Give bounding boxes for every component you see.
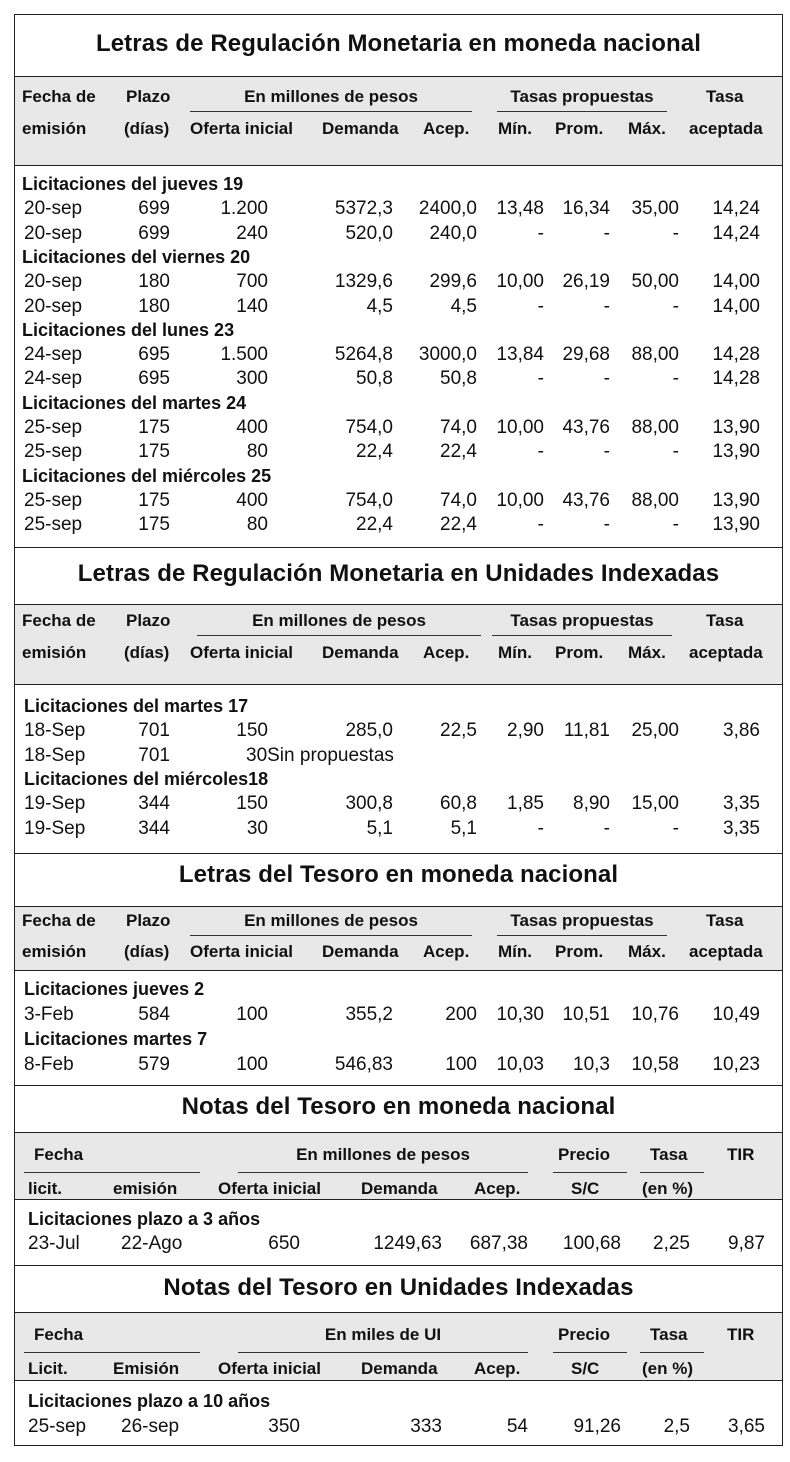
cell-fecha: 19-Sep <box>24 817 86 839</box>
fecha-underline <box>24 1352 200 1353</box>
cell-acep: 5,1 <box>450 817 477 839</box>
cell-min: 10,00 <box>496 417 544 438</box>
col-sc: S/C <box>571 1179 600 1198</box>
group-label: Licitaciones del miércoles 25 <box>22 465 272 486</box>
col-tasa: Tasa <box>650 1145 688 1164</box>
cell-fecha: 19-Sep <box>24 793 86 815</box>
cell-tasa: 3,35 <box>723 793 760 815</box>
col-oferta: Oferta inicial <box>190 119 293 138</box>
cell-emision: 22-Ago <box>121 1233 183 1254</box>
separator-8 <box>14 1085 783 1086</box>
cell-max: 10,76 <box>631 1004 679 1025</box>
separator-2 <box>14 547 783 548</box>
col-acep: Acep. <box>474 1179 521 1198</box>
col-tasa-line1: Tasa <box>706 87 744 106</box>
cell-acep: 2400,0 <box>418 198 477 220</box>
cell-plazo: 695 <box>138 344 170 366</box>
cell-demanda: 5372,3 <box>334 198 393 220</box>
cell-acep: 3000,0 <box>418 344 477 366</box>
cell-plazo: 175 <box>138 441 170 463</box>
cell-min: 1,85 <box>507 793 544 815</box>
group-underline-millones <box>197 635 481 636</box>
col-tasa-line2: aceptada <box>689 942 763 961</box>
cell-tasa: 13,90 <box>712 514 760 536</box>
cell-oferta: 30 <box>246 817 268 839</box>
col-acep: Acep. <box>474 1359 521 1378</box>
cell-acep: 54 <box>506 1416 528 1437</box>
cell-plazo: 180 <box>138 271 170 293</box>
cell-fecha: 25-sep <box>24 514 83 536</box>
col-max: Máx. <box>628 119 666 138</box>
cell-plazo: 695 <box>138 368 170 390</box>
cell-max: 88,00 <box>631 344 679 366</box>
cell-prom: - <box>603 514 610 536</box>
cell-max: - <box>672 295 679 317</box>
group-header-tasas: Tasas propuestas <box>510 911 654 930</box>
group-label: Licitaciones plazo a 10 años <box>28 1391 271 1411</box>
group-label: Licitaciones del martes 17 <box>24 696 249 716</box>
col-plazo-line1: Plazo <box>126 911 171 930</box>
cell-oferta: 400 <box>236 417 268 438</box>
cell-oferta: 650 <box>268 1233 300 1254</box>
group-underline-millones <box>238 1172 528 1173</box>
cell-prom: 26,19 <box>562 271 610 293</box>
group-label: Licitaciones jueves 2 <box>24 979 205 999</box>
cell-licit: 25-sep <box>28 1416 87 1437</box>
group-header-tasas: Tasas propuestas <box>510 87 654 106</box>
separator-7 <box>14 970 783 971</box>
col-plazo-line2: (días) <box>124 942 170 961</box>
cell-min: - <box>537 295 544 317</box>
cell-fecha: 20-sep <box>24 198 83 220</box>
col-oferta: Oferta inicial <box>190 942 293 961</box>
col-tasa-line1: Tasa <box>706 611 744 630</box>
col-min: Mín. <box>498 643 532 662</box>
cell-oferta: 1.200 <box>220 198 268 220</box>
cell-demanda: 50,8 <box>356 368 393 390</box>
cell-oferta: 1.500 <box>220 344 268 366</box>
section-title: Letras de Regulación Monetaria en moneda nacional <box>95 30 702 57</box>
separator-10 <box>14 1199 783 1200</box>
cell-demanda: 300,8 <box>345 793 393 815</box>
cell-tasa: 14,28 <box>712 344 760 366</box>
cell-acep: 100 <box>445 1054 477 1075</box>
col-acep: Acep. <box>423 942 470 961</box>
group-header-millones: En miles de UI <box>324 1325 442 1344</box>
cell-plazo: 579 <box>138 1054 170 1075</box>
col-demanda: Demanda <box>322 643 399 662</box>
col-plazo-line2: (días) <box>124 643 170 662</box>
cell-demanda: 355,2 <box>345 1004 393 1025</box>
col-fecha-line2: emisión <box>22 119 87 138</box>
cell-demanda: 285,0 <box>345 720 393 742</box>
cell-prom: 16,34 <box>562 198 610 220</box>
cell-oferta: 100 <box>236 1004 268 1025</box>
cell-min: 10,03 <box>496 1054 544 1075</box>
col-fecha-line1: Fecha de <box>22 611 96 630</box>
col-fecha: Fecha <box>34 1325 84 1344</box>
cell-prom: 11,81 <box>563 720 610 742</box>
cell-prom: - <box>603 295 610 317</box>
cell-fecha: 24-sep <box>24 344 83 366</box>
group-header-millones: En millones de pesos <box>252 611 426 630</box>
cell-min: 10,00 <box>496 271 544 293</box>
group-label: Licitaciones martes 7 <box>24 1029 208 1049</box>
col-tasa-line2: aceptada <box>689 119 763 138</box>
cell-prom: - <box>603 222 610 244</box>
cell-prom: 10,3 <box>573 1054 610 1075</box>
col-acep: Acep. <box>423 119 470 138</box>
cell-fecha: 24-sep <box>24 368 83 390</box>
col-licit: Licit. <box>28 1359 68 1378</box>
cell-demanda: 546,83 <box>334 1054 393 1075</box>
col-prom: Prom. <box>555 942 604 961</box>
section-title: Letras del Tesoro en moneda nacional <box>178 861 619 888</box>
col-demanda: Demanda <box>322 942 399 961</box>
group-label: Licitaciones plazo a 3 años <box>28 1209 261 1229</box>
cell-fecha: 20-sep <box>24 222 83 244</box>
group-header-millones: En millones de pesos <box>296 1145 470 1164</box>
cell-prom: - <box>603 368 610 390</box>
cell-demanda: 1249,63 <box>373 1233 442 1254</box>
cell-max: 88,00 <box>631 489 679 511</box>
col-emision: emisión <box>113 1179 178 1198</box>
col-tir: TIR <box>727 1325 755 1344</box>
cell-tasa: 14,00 <box>712 271 760 293</box>
cell-acep: 687,38 <box>469 1233 528 1254</box>
col-tasa-line1: Tasa <box>706 911 744 930</box>
cell-tasa: 2,25 <box>653 1233 690 1254</box>
cell-precio: 100,68 <box>562 1233 621 1254</box>
precio-underline <box>553 1172 627 1173</box>
cell-plazo: 701 <box>138 744 170 766</box>
cell-demanda: 333 <box>410 1416 442 1437</box>
col-plazo-line1: Plazo <box>126 87 171 106</box>
cell-tasa: 3,86 <box>723 720 760 742</box>
group-label: Licitaciones del miércoles18 <box>24 768 269 789</box>
cell-max: - <box>672 368 679 390</box>
group-underline-millones <box>190 935 472 936</box>
cell-plazo: 584 <box>138 1004 170 1025</box>
cell-acep: 74,0 <box>440 489 477 511</box>
cell-max: 50,00 <box>631 271 679 293</box>
cell-min: 13,84 <box>496 344 544 366</box>
cell-tir: 9,87 <box>728 1233 765 1254</box>
col-tasa-line2: aceptada <box>689 643 763 662</box>
cell-acep: 299,6 <box>429 271 477 293</box>
cell-fecha: 25-sep <box>24 417 83 438</box>
col-fecha-line1: Fecha de <box>22 87 96 106</box>
cell-tasa: 2,5 <box>663 1416 690 1437</box>
cell-tasa: 14,24 <box>712 222 760 244</box>
col-demanda: Demanda <box>361 1179 438 1198</box>
section-title: Notas del Tesoro en Unidades Indexadas <box>163 1274 634 1301</box>
tasa-underline <box>640 1352 704 1353</box>
cell-fecha: 20-sep <box>24 295 83 317</box>
cell-plazo: 699 <box>138 222 170 244</box>
col-prom: Prom. <box>555 119 604 138</box>
cell-tasa: 13,90 <box>712 441 760 463</box>
section-title: Notas del Tesoro en moneda nacional <box>181 1093 616 1120</box>
cell-demanda: 4,5 <box>366 295 393 317</box>
col-max: Máx. <box>628 942 666 961</box>
col-plazo-line2: (días) <box>124 119 170 138</box>
col-fecha-line2: emisión <box>22 643 87 662</box>
cell-min: 10,00 <box>496 489 544 511</box>
cell-oferta: 80 <box>246 514 268 536</box>
group-underline-millones <box>238 1352 528 1353</box>
cell-demanda: 754,0 <box>345 489 393 511</box>
col-fecha-line2: emisión <box>22 942 87 961</box>
precio-underline <box>553 1352 627 1353</box>
cell-plazo: 344 <box>138 817 170 839</box>
cell-tasa: 14,28 <box>712 368 760 390</box>
cell-min: - <box>537 514 544 536</box>
cell-prom: - <box>603 441 610 463</box>
cell-tasa: 10,49 <box>712 1004 760 1025</box>
group-header-millones: En millones de pesos <box>244 911 418 930</box>
cell-oferta: 300 <box>236 368 268 390</box>
cell-oferta: 700 <box>236 271 268 293</box>
cell-oferta: 150 <box>236 793 268 815</box>
col-licit: licit. <box>28 1179 63 1198</box>
col-min: Mín. <box>498 942 532 961</box>
col-min: Mín. <box>498 119 532 138</box>
cell-emision: 26-sep <box>121 1416 180 1437</box>
cell-fecha: 25-sep <box>24 489 83 511</box>
cell-plazo: 344 <box>138 793 170 815</box>
col-demanda: Demanda <box>361 1359 438 1378</box>
cell-min: 10,30 <box>496 1004 544 1025</box>
cell-tasa: 3,35 <box>723 817 760 839</box>
cell-min: - <box>537 368 544 390</box>
cell-fecha: 3-Feb <box>24 1004 74 1025</box>
cell-fecha: 25-sep <box>24 441 83 463</box>
cell-min: - <box>537 441 544 463</box>
cell-tasa: 13,90 <box>712 417 760 438</box>
col-acep: Acep. <box>423 643 470 662</box>
group-underline-tasas <box>497 111 667 112</box>
cell-acep: 74,0 <box>440 417 477 438</box>
cell-oferta: 80 <box>246 441 268 463</box>
cell-demanda: 5264,8 <box>334 344 393 366</box>
col-en-pct: (en %) <box>642 1359 693 1378</box>
separator-11 <box>14 1265 783 1266</box>
cell-min: - <box>537 817 544 839</box>
group-label: Licitaciones del viernes 20 <box>22 246 251 267</box>
cell-demanda: 5,1 <box>366 817 393 839</box>
cell-max: - <box>672 514 679 536</box>
cell-min: - <box>537 222 544 244</box>
separator-13 <box>14 1380 783 1381</box>
col-demanda: Demanda <box>322 119 399 138</box>
separator-4 <box>14 684 783 685</box>
cell-max: - <box>672 441 679 463</box>
cell-plazo: 701 <box>138 720 170 742</box>
cell-acep: 22,4 <box>440 441 477 463</box>
cell-demanda: 22,4 <box>356 514 393 536</box>
cell-plazo: 699 <box>138 198 170 220</box>
group-underline-millones <box>190 111 472 112</box>
cell-tasa: 14,00 <box>712 295 760 317</box>
cell-acep: 22,4 <box>440 514 477 536</box>
cell-tasa: 13,90 <box>712 489 760 511</box>
col-plazo-line1: Plazo <box>126 611 171 630</box>
section-title: Letras de Regulación Monetaria en Unidades Indexadas <box>77 560 720 587</box>
cell-precio: 91,26 <box>573 1416 621 1437</box>
cell-oferta: 140 <box>236 295 268 317</box>
cell-tir: 3,65 <box>728 1416 765 1437</box>
cell-licit: 23-Jul <box>28 1233 80 1254</box>
group-label: Licitaciones del jueves 19 <box>22 174 244 194</box>
col-oferta: Oferta inicial <box>218 1179 321 1198</box>
col-emision: Emisión <box>113 1359 180 1378</box>
cell-sin-propuestas: 30Sin propuestas <box>246 744 394 766</box>
cell-acep: 4,5 <box>450 295 477 317</box>
cell-max: 10,58 <box>631 1054 679 1075</box>
cell-max: 35,00 <box>631 198 679 220</box>
group-label: Licitaciones del martes 24 <box>22 392 247 413</box>
cell-max: 25,00 <box>631 720 679 742</box>
cell-prom: 29,68 <box>562 344 610 366</box>
cell-oferta: 100 <box>236 1054 268 1075</box>
cell-prom: 43,76 <box>562 489 610 511</box>
col-tir: TIR <box>727 1145 755 1164</box>
cell-oferta: 240 <box>236 222 268 244</box>
cell-prom: 43,76 <box>562 417 610 438</box>
separator-5 <box>14 853 783 854</box>
separator-1 <box>14 165 783 166</box>
cell-tasa: 14,24 <box>712 198 760 220</box>
cell-demanda: 754,0 <box>345 417 393 438</box>
cell-acep: 22,5 <box>440 720 477 742</box>
cell-max: - <box>672 817 679 839</box>
group-underline-tasas <box>497 935 667 936</box>
cell-oferta: 350 <box>268 1416 300 1437</box>
cell-acep: 200 <box>445 1004 477 1025</box>
cell-plazo: 175 <box>138 489 170 511</box>
cell-min: 13,48 <box>496 198 544 220</box>
cell-acep: 60,8 <box>440 793 477 815</box>
cell-acep: 50,8 <box>440 368 477 390</box>
col-fecha: Fecha <box>34 1145 84 1164</box>
group-label: Licitaciones del lunes 23 <box>22 319 235 340</box>
cell-prom: 10,51 <box>562 1004 610 1025</box>
fecha-underline <box>24 1172 200 1173</box>
col-tasa: Tasa <box>650 1325 688 1344</box>
col-precio: Precio <box>558 1325 610 1344</box>
cell-plazo: 180 <box>138 295 170 317</box>
cell-oferta: 400 <box>236 489 268 511</box>
cell-demanda: 1329,6 <box>334 271 393 293</box>
cell-max: - <box>672 222 679 244</box>
cell-fecha: 8-Feb <box>24 1054 74 1075</box>
cell-fecha: 20-sep <box>24 271 83 293</box>
group-header-millones: En millones de pesos <box>244 87 418 106</box>
col-en-pct: (en %) <box>642 1179 693 1198</box>
col-sc: S/C <box>571 1359 600 1378</box>
cell-demanda: 520,0 <box>345 222 393 244</box>
group-underline-tasas <box>492 635 672 636</box>
cell-fecha: 18-Sep <box>24 744 86 766</box>
cell-prom: 8,90 <box>573 793 610 815</box>
col-oferta: Oferta inicial <box>190 643 293 662</box>
cell-min: 2,90 <box>507 720 544 742</box>
cell-max: 15,00 <box>631 793 679 815</box>
group-header-tasas: Tasas propuestas <box>510 611 654 630</box>
col-oferta: Oferta inicial <box>218 1359 321 1378</box>
cell-plazo: 175 <box>138 417 170 438</box>
col-precio: Precio <box>558 1145 610 1164</box>
cell-plazo: 175 <box>138 514 170 536</box>
cell-fecha: 18-Sep <box>24 720 86 742</box>
col-max: Máx. <box>628 643 666 662</box>
cell-acep: 240,0 <box>429 222 477 244</box>
cell-max: 88,00 <box>631 417 679 438</box>
tasa-underline <box>640 1172 704 1173</box>
cell-prom: - <box>603 817 610 839</box>
col-fecha-line1: Fecha de <box>22 911 96 930</box>
col-prom: Prom. <box>555 643 604 662</box>
cell-oferta: 150 <box>236 720 268 742</box>
cell-tasa: 10,23 <box>712 1054 760 1075</box>
cell-demanda: 22,4 <box>356 441 393 463</box>
